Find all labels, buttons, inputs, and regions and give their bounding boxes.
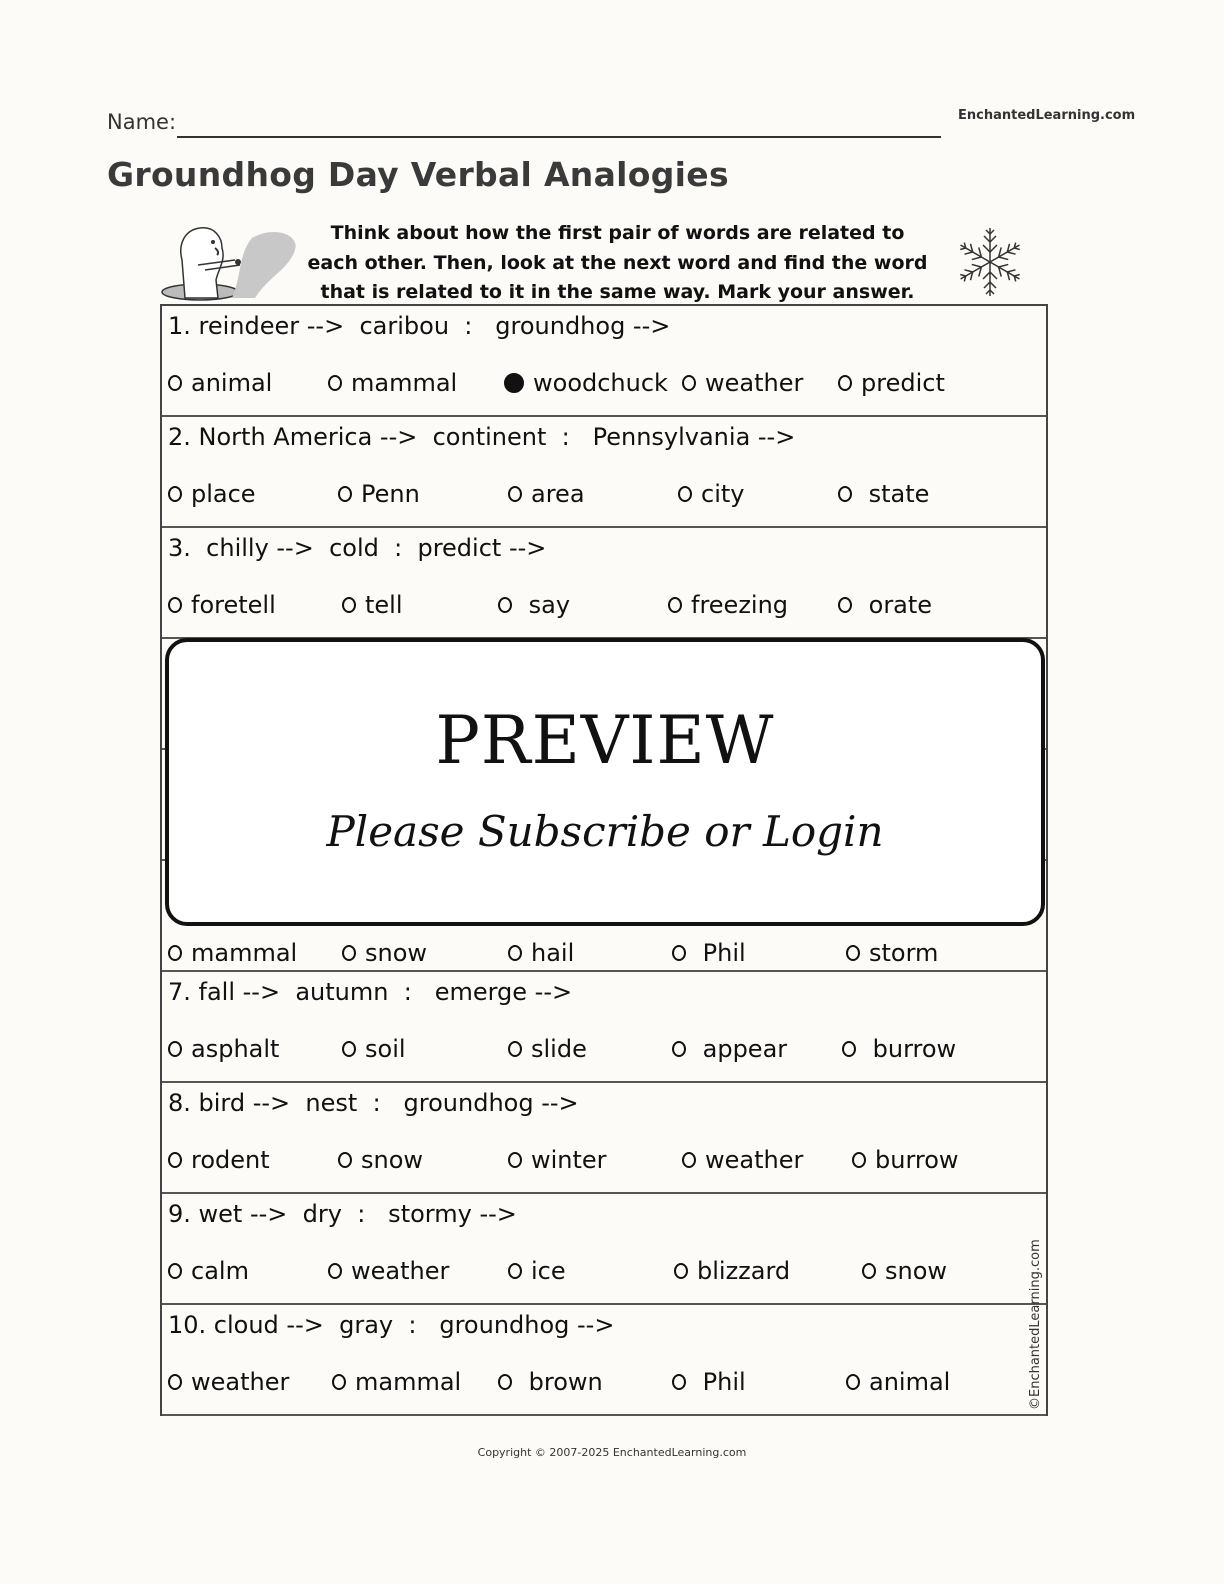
answer-choice[interactable] — [846, 940, 938, 966]
radio-empty-icon[interactable] — [498, 1374, 512, 1390]
name-line[interactable] — [177, 136, 941, 138]
answer-choice-label: weather — [705, 369, 804, 397]
answer-choice-label: Phil — [695, 1368, 746, 1396]
radio-empty-icon[interactable] — [508, 1152, 522, 1168]
question-prompt: 2. North America --> continent : Pennsylvania --> — [168, 423, 796, 451]
radio-empty-icon[interactable] — [846, 1374, 860, 1390]
question-row — [162, 1083, 1046, 1194]
question-prompt: 10. cloud --> gray : groundhog --> — [168, 1311, 615, 1339]
answer-choice-label: predict — [861, 369, 945, 397]
radio-empty-icon[interactable] — [168, 1263, 182, 1279]
radio-empty-icon[interactable] — [678, 486, 692, 502]
answer-choice[interactable] — [168, 590, 276, 620]
question-prompt: 1. reindeer --> caribou : groundhog --> — [168, 312, 671, 340]
answer-choice-label: winter — [531, 1146, 607, 1174]
question-prompt: 3. chilly --> cold : predict --> — [168, 534, 547, 562]
answer-choice[interactable] — [504, 368, 668, 398]
copyright: Copyright © 2007-2025 EnchantedLearning.com — [477, 1446, 747, 1459]
answer-choice-label: rodent — [191, 1146, 270, 1174]
radio-empty-icon[interactable] — [168, 1374, 182, 1390]
radio-empty-icon[interactable] — [328, 375, 342, 391]
instruction-line: that is related to it in the same way. Mark your answer. — [320, 281, 915, 303]
radio-empty-icon[interactable] — [672, 945, 686, 961]
answer-choice[interactable] — [168, 479, 256, 509]
question-row — [162, 417, 1046, 528]
answer-choice[interactable] — [328, 368, 457, 398]
radio-empty-icon[interactable] — [672, 1374, 686, 1390]
radio-empty-icon[interactable] — [838, 597, 852, 613]
answer-choice-label: calm — [191, 1257, 249, 1285]
name-label: Name: — [107, 110, 177, 134]
radio-empty-icon[interactable] — [342, 597, 356, 613]
instruction-line: Think about how the first pair of words are related to — [330, 222, 905, 244]
answer-choice-label: snow — [885, 1257, 948, 1285]
answer-choice-label: foretell — [191, 591, 276, 619]
answer-choice[interactable] — [862, 1256, 947, 1286]
radio-empty-icon[interactable] — [672, 1041, 686, 1057]
answer-choice[interactable] — [342, 590, 403, 620]
radio-empty-icon[interactable] — [342, 1041, 356, 1057]
radio-empty-icon[interactable] — [168, 486, 182, 502]
answer-choice[interactable] — [498, 1367, 603, 1397]
answer-choice-label: storm — [869, 939, 939, 967]
question-row — [162, 528, 1046, 639]
answer-choice[interactable] — [508, 1256, 566, 1286]
question-row — [162, 972, 1046, 1083]
question-prompt: 9. wet --> dry : stormy --> — [168, 1200, 517, 1228]
radio-empty-icon[interactable] — [508, 1263, 522, 1279]
radio-empty-icon[interactable] — [168, 1152, 182, 1168]
radio-filled-icon[interactable] — [504, 373, 524, 393]
answer-choice[interactable] — [838, 479, 929, 509]
question-row — [162, 306, 1046, 417]
answer-choice-label: burrow — [865, 1035, 957, 1063]
answer-choice[interactable] — [328, 1256, 449, 1286]
radio-empty-icon[interactable] — [674, 1263, 688, 1279]
answer-choice-label: mammal — [351, 369, 458, 397]
answer-choice-label: weather — [705, 1146, 804, 1174]
radio-empty-icon[interactable] — [682, 375, 696, 391]
answer-choice[interactable] — [168, 1145, 270, 1175]
answer-choice-label: Phil — [695, 939, 746, 967]
answer-choice[interactable] — [838, 590, 932, 620]
answer-choice[interactable] — [168, 1256, 249, 1286]
answer-choice[interactable] — [668, 590, 788, 620]
answer-choice-label: appear — [695, 1035, 788, 1063]
question-prompt: 7. fall --> autumn : emerge --> — [168, 978, 573, 1006]
answer-choice-label: area — [531, 480, 585, 508]
answer-choice-label: mammal — [191, 939, 298, 967]
answer-choice-label: animal — [191, 369, 273, 397]
answer-choice[interactable] — [846, 1367, 950, 1397]
radio-empty-icon[interactable] — [846, 945, 860, 961]
radio-empty-icon[interactable] — [682, 1152, 696, 1168]
answer-choice[interactable] — [672, 940, 746, 966]
answer-choice-label: animal — [869, 1368, 951, 1396]
answer-choice-label: snow — [365, 939, 428, 967]
answer-choice[interactable] — [338, 1145, 423, 1175]
preview-overlay[interactable] — [165, 638, 1045, 926]
answer-choice[interactable] — [682, 368, 803, 398]
answer-choice-label: freezing — [691, 591, 789, 619]
answer-choice-label: ice — [531, 1257, 566, 1285]
radio-empty-icon[interactable] — [168, 597, 182, 613]
answer-choice[interactable] — [342, 940, 427, 966]
answer-choice[interactable] — [498, 590, 570, 620]
radio-empty-icon[interactable] — [842, 1041, 856, 1057]
answer-choice[interactable] — [168, 1034, 279, 1064]
answer-choice[interactable] — [682, 1145, 803, 1175]
radio-empty-icon[interactable] — [852, 1152, 866, 1168]
answer-choice[interactable] — [842, 1034, 956, 1064]
answer-choice-label: state — [861, 480, 930, 508]
answer-choice[interactable] — [342, 1034, 406, 1064]
radio-empty-icon[interactable] — [342, 945, 356, 961]
answer-choice[interactable] — [508, 1145, 607, 1175]
question-row — [162, 1194, 1046, 1305]
question-prompt: 8. bird --> nest : groundhog --> — [168, 1089, 579, 1117]
answer-choice-label: hail — [531, 939, 575, 967]
answer-choice[interactable] — [168, 368, 272, 398]
answer-choice[interactable] — [838, 368, 945, 398]
answer-choice-label: burrow — [875, 1146, 959, 1174]
page-title: Groundhog Day Verbal Analogies — [107, 155, 729, 194]
radio-empty-icon[interactable] — [338, 486, 352, 502]
radio-empty-icon[interactable] — [668, 597, 682, 613]
radio-empty-icon[interactable] — [332, 1374, 346, 1390]
radio-empty-icon[interactable] — [338, 1152, 352, 1168]
answer-choice[interactable] — [508, 1034, 587, 1064]
answer-choice[interactable] — [674, 1256, 790, 1286]
answer-choice[interactable] — [852, 1145, 959, 1175]
snowflake-icon — [955, 225, 1025, 300]
radio-empty-icon[interactable] — [168, 375, 182, 391]
instructions — [295, 219, 940, 308]
answer-choice-label: soil — [365, 1035, 406, 1063]
answer-choice[interactable] — [678, 479, 744, 509]
answer-choice-label: brown — [521, 1368, 603, 1396]
instruction-line: each other. Then, look at the next word and find the word — [307, 251, 928, 274]
answer-choice[interactable] — [508, 479, 585, 509]
radio-empty-icon[interactable] — [168, 1041, 182, 1057]
answer-choice-label: asphalt — [191, 1035, 280, 1063]
answer-choice-label: orate — [861, 591, 933, 619]
answer-choice-label: woodchuck — [533, 369, 668, 397]
side-credit: ©EnchantedLearning.com — [1028, 1239, 1043, 1410]
radio-empty-icon[interactable] — [498, 597, 512, 613]
answer-choice-label: snow — [361, 1146, 424, 1174]
answer-choice-label: city — [701, 480, 745, 508]
radio-empty-icon[interactable] — [838, 486, 852, 502]
answer-choice-label: weather — [191, 1368, 290, 1396]
answer-choice[interactable] — [332, 1367, 461, 1397]
subscribe-login-link[interactable]: Please Subscribe or Login — [326, 807, 884, 856]
radio-empty-icon[interactable] — [838, 375, 852, 391]
radio-empty-icon[interactable] — [168, 945, 182, 961]
answer-choice-label: slide — [531, 1035, 587, 1063]
radio-empty-icon[interactable] — [508, 945, 522, 961]
site-mark: EnchantedLearning.com — [958, 108, 1136, 123]
radio-empty-icon[interactable] — [508, 486, 522, 502]
radio-empty-icon[interactable] — [328, 1263, 342, 1279]
answer-choice[interactable] — [168, 940, 297, 966]
answer-choice[interactable] — [168, 1367, 289, 1397]
radio-empty-icon[interactable] — [508, 1041, 522, 1057]
answer-choice[interactable] — [508, 940, 574, 966]
radio-empty-icon[interactable] — [862, 1263, 876, 1279]
preview-title: PREVIEW — [435, 702, 775, 779]
answer-choice[interactable] — [338, 479, 420, 509]
answer-choice-label: say — [521, 591, 571, 619]
answer-choice[interactable] — [672, 1367, 746, 1397]
groundhog-icon — [160, 220, 300, 302]
answer-choice-label: weather — [351, 1257, 450, 1285]
question-row — [162, 1305, 1046, 1416]
answer-choice-label: Penn — [361, 480, 420, 508]
answer-choice-label: tell — [365, 591, 403, 619]
answer-choice-label: blizzard — [697, 1257, 791, 1285]
answer-choice[interactable] — [672, 1034, 787, 1064]
answer-choice-label: mammal — [355, 1368, 462, 1396]
answer-choice-label: place — [191, 480, 256, 508]
